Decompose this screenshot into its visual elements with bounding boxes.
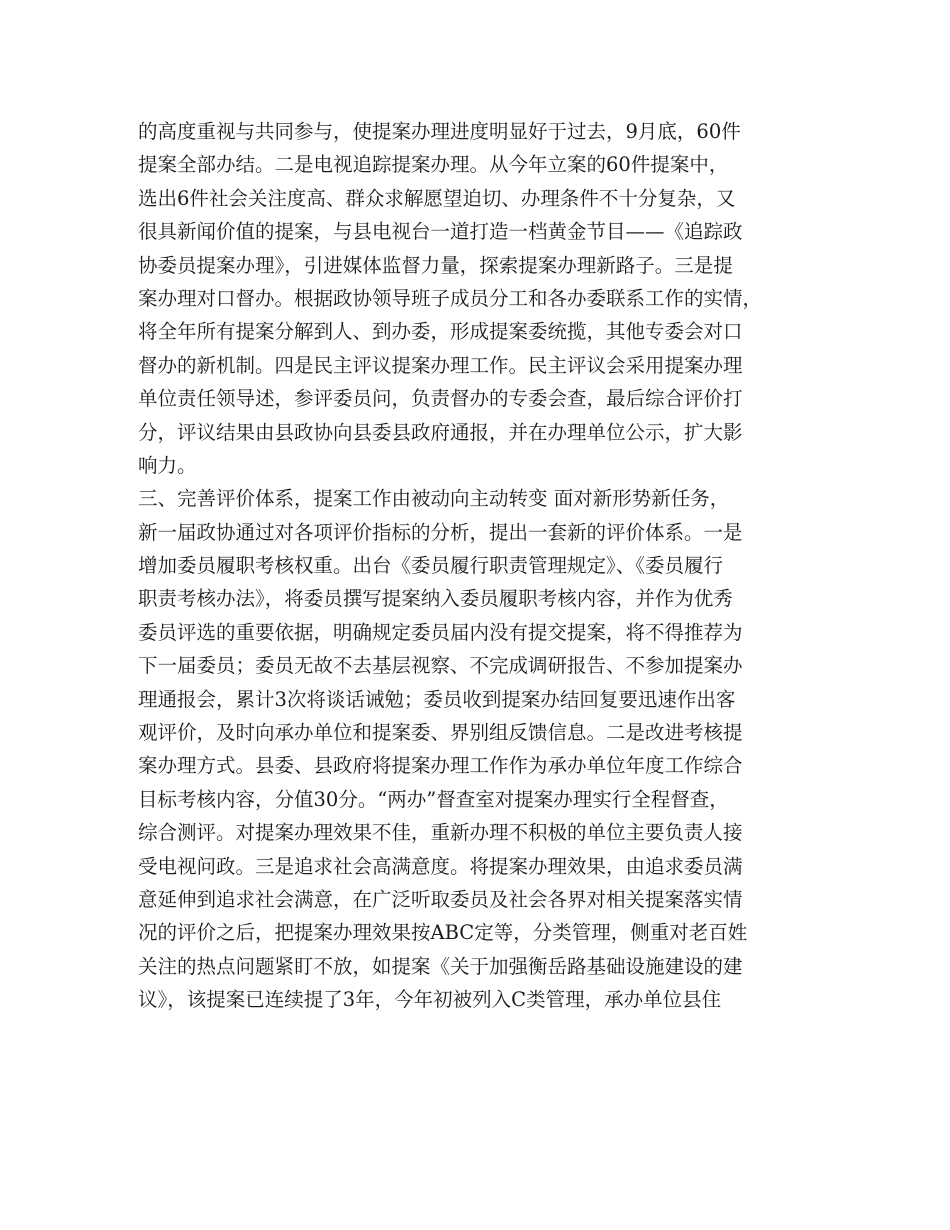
text-line: 委员评选的重要依据，明确规定委员届内没有提交提案，将不得推荐为 (138, 620, 743, 644)
text-line: 协委员提案办理》，引进媒体监督力量，探索提案办理新路子。三是提 (138, 253, 733, 277)
text-line: 观评价，及时向承办单位和提案委、界别组反馈信息。二是改进考核提 (138, 721, 743, 745)
text-line: 将全年所有提案分解到人、到办委，形成提案委统揽，其他专委会对口 (138, 320, 743, 344)
text-line: 意延伸到追求社会满意，在广泛听取委员及社会各界对相关提案落实情 (138, 887, 743, 911)
text-line: 单位责任领导述，参评委员问，负责督办的专委会查，最后综合评价打 (138, 387, 743, 411)
body-text (138, 115, 838, 1017)
text-line: 很具新闻价值的提案，与县电视台一道打造一档黄金节目——《追踪政 (138, 220, 743, 244)
text-line: 况的评价之后，把提案办理效果按ABC定等，分类管理，侧重对老百姓 (138, 921, 748, 945)
text-line: 下一届委员；委员无故不去基层视察、不完成调研报告、不参加提案办 (138, 654, 743, 678)
text-line: 案办理对口督办。根据政协领导班子成员分工和各办委联系工作的实情， (138, 286, 763, 310)
text-line: 综合测评。对提案办理效果不佳，重新办理不积极的单位主要负责人接 (138, 821, 743, 845)
text-line: 案办理方式。县委、县政府将提案办理工作作为承办单位年度工作综合 (138, 754, 743, 778)
text-line: 职责考核办法》，将委员撰写提案纳入委员履职考核内容，并作为优秀 (138, 587, 733, 611)
section-heading-line: 三、完善评价体系，提案工作由被动向主动转变 面对新形势新任务， (138, 487, 730, 511)
text-line: 理通报会，累计3次将谈话诫勉；委员收到提案办结回复要迅速作出客 (138, 687, 736, 711)
text-line: 督办的新机制。四是民主评议提案办理工作。民主评议会采用提案办理 (138, 353, 743, 377)
text-line: 议》，该提案已连续提了3年，今年初被列入C类管理，承办单位县住 (138, 988, 722, 1012)
text-line: 选出6件社会关注度高、群众求解愿望迫切、办理条件不十分复杂，又 (138, 186, 736, 210)
text-line: 关注的热点问题紧盯不放，如提案《关于加强衡岳路基础设施建设的建 (138, 954, 743, 978)
text-line: 响力。 (138, 453, 197, 477)
text-line: 新一届政协通过对各项评价指标的分析，提出一套新的评价体系。一是 (138, 520, 743, 544)
text-line: 分，评议结果由县政协向县委县政府通报，并在办理单位公示，扩大影 (138, 420, 743, 444)
text-line: 的高度重视与共同参与，使提案办理进度明显好于过去，9月底，60件 (138, 120, 741, 143)
text-line: 目标考核内容，分值30分。“两办”督查室对提案办理实行全程督查， (138, 787, 729, 811)
text-line: 增加委员履职考核权重。出台《委员履行职责管理规定》、《委员履行 (138, 554, 724, 578)
text-line: 提案全部办结。二是电视追踪提案办理。从今年立案的60件提案中， (138, 153, 729, 177)
text-line: 受电视问政。三是追求社会高满意度。将提案办理效果，由追求委员满 (138, 854, 743, 878)
